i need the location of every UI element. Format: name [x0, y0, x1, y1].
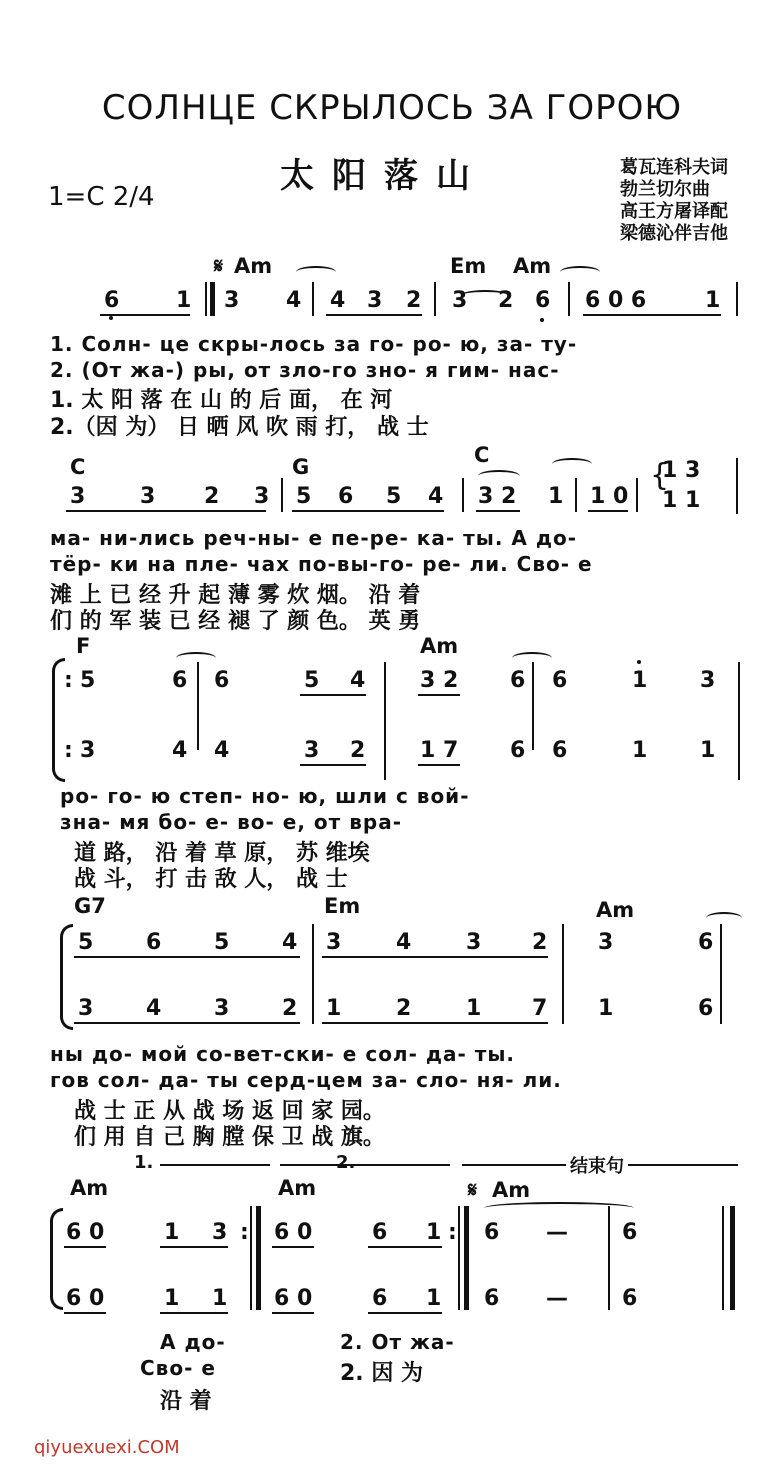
final-bar-thick: [730, 1206, 735, 1310]
note: 5: [386, 484, 402, 509]
note: 6 0 6: [585, 288, 647, 313]
note: 3: [212, 1220, 228, 1245]
barline: [312, 282, 314, 316]
barline: [738, 662, 740, 780]
note: 6: [172, 668, 188, 693]
volta-bracket: [280, 1164, 450, 1166]
key-signature: 1=C 2/4: [48, 182, 155, 212]
note: 3: [367, 288, 383, 313]
note: 3: [80, 738, 96, 763]
volta-bracket: [160, 1164, 270, 1166]
note: 6: [484, 1220, 500, 1245]
repeat-colon: :: [240, 1220, 249, 1245]
note: 6: [622, 1286, 638, 1311]
note: 1: [164, 1220, 180, 1245]
lyric-russian: зна- мя бо- е- во- е, от вра-: [60, 810, 402, 834]
lyric-russian: ны до- мой со-вет-ски- е сол- да- ты.: [50, 1042, 516, 1066]
repeat-colon: :: [64, 738, 73, 763]
note: 3: [254, 484, 270, 509]
note: —: [546, 1286, 568, 1311]
lyric-russian: 1. Солн- це скры-лось за го- ро- ю, за- ту-: [50, 332, 578, 356]
barline: [736, 282, 738, 316]
underline: [322, 956, 548, 958]
note: 2: [498, 288, 514, 313]
note: 1 1: [662, 488, 701, 513]
underline: [272, 1246, 314, 1248]
note: 1: [598, 996, 614, 1021]
title-chinese: 太阳落山: [280, 156, 488, 196]
chord: Am: [420, 634, 459, 658]
lyric-russian: гов сол- да- ты серд-цем за- сло- ня- ли.: [50, 1068, 562, 1092]
underline: [476, 510, 520, 512]
tie: [560, 266, 600, 278]
volta-2-label: 2.: [336, 1152, 356, 1173]
lyric-chinese: 沿 着: [160, 1389, 212, 1414]
underline: [64, 1312, 106, 1314]
upper-octave-dot: [637, 660, 641, 664]
lyric-russian: 2. От жа-: [340, 1330, 455, 1354]
lyric-russian: ма- ни-лись реч-ны- е пе-ре- ка- ты. А до-: [50, 526, 578, 550]
volta-1-label: 1.: [134, 1152, 154, 1173]
note: 6 0: [274, 1220, 313, 1245]
note: 1: [705, 288, 721, 313]
repeat-start-bar: [210, 282, 215, 316]
note: 2: [282, 996, 298, 1021]
credit-guitar: 梁德沁伴吉他: [620, 223, 728, 244]
underline: [588, 510, 628, 512]
underline: [300, 764, 366, 766]
note: 6: [146, 930, 162, 955]
note: 6: [372, 1220, 388, 1245]
note: 3: [70, 484, 86, 509]
note: 1: [700, 738, 716, 763]
note: 1: [176, 288, 192, 313]
tie: [478, 470, 520, 482]
chord: Am: [492, 1178, 531, 1202]
note: 3: [214, 996, 230, 1021]
barline: [384, 662, 386, 780]
note: 4: [350, 668, 366, 693]
credit-lyrics: 葛瓦连科夫词: [620, 157, 728, 178]
barline: [434, 282, 436, 316]
credit-translation: 高王方屠译配: [620, 201, 728, 222]
system-brace: [50, 1208, 63, 1310]
tie: [296, 266, 336, 278]
tie: [484, 1202, 634, 1214]
underline: [292, 510, 444, 512]
note: 6: [214, 668, 230, 693]
lyric-russian: А до-: [160, 1330, 226, 1354]
lyric-russian: ро- го- ю степ- но- ю, шли с вой-: [60, 784, 470, 808]
chord: F: [76, 634, 91, 658]
note: —: [546, 1220, 568, 1245]
note: 1: [466, 996, 482, 1021]
underline: [322, 1022, 548, 1024]
underline: [300, 694, 366, 696]
lyric-russian: Сво- е: [140, 1356, 216, 1380]
underline: [66, 510, 266, 512]
underline: [418, 694, 460, 696]
note: 3 2: [478, 484, 517, 509]
barline: [568, 282, 570, 316]
note: 4: [282, 930, 298, 955]
chord: G: [292, 455, 310, 479]
note: 4: [172, 738, 188, 763]
tie-line: [608, 1206, 610, 1310]
chord: Am: [596, 898, 635, 922]
note: 1: [632, 738, 648, 763]
note: 4: [286, 288, 302, 313]
barline: [281, 478, 283, 512]
note: 6: [338, 484, 354, 509]
barline: [250, 1206, 252, 1310]
system-brace: [60, 924, 73, 1030]
note: 3: [466, 930, 482, 955]
barline: [458, 1206, 460, 1310]
title-russian: СОЛНЦЕ СКРЫЛОСЬ ЗА ГОРОЮ: [101, 88, 683, 128]
chord: Em: [450, 254, 487, 278]
note: 1: [426, 1220, 442, 1245]
note: 1: [326, 996, 342, 1021]
note: 5: [296, 484, 312, 509]
note: 3: [452, 288, 468, 313]
note: 3 2: [420, 668, 459, 693]
note: 6: [552, 738, 568, 763]
lyric-chinese: 道 路， 沿 着 草 原， 苏 维埃: [74, 841, 370, 866]
note: 5: [304, 668, 320, 693]
lyric-chinese: 2.（因 为） 日 晒 风 吹 雨 打， 战 士: [50, 415, 429, 440]
lower-octave-dot: [540, 318, 544, 322]
barline: [720, 924, 722, 1024]
note: 3: [304, 738, 320, 763]
note: 2: [406, 288, 422, 313]
note: 1: [426, 1286, 442, 1311]
underline: [160, 1246, 228, 1248]
chord: Am: [278, 1176, 317, 1200]
note: 4: [428, 484, 444, 509]
chord: Am: [70, 1176, 109, 1200]
note: 6: [104, 288, 120, 313]
repeat-colon: :: [64, 668, 73, 693]
repeat-end-bar: [256, 1206, 261, 1310]
underline: [583, 314, 721, 316]
note: 1: [548, 484, 564, 509]
note: 4: [146, 996, 162, 1021]
brace-symbol: {: [650, 458, 670, 493]
barline: [462, 478, 464, 512]
underline: [418, 764, 460, 766]
chord: C: [474, 443, 490, 467]
note: 6: [698, 996, 714, 1021]
note: 1 3: [662, 458, 701, 483]
tie-line: [532, 662, 534, 750]
note: 1 7: [420, 738, 459, 763]
barline: [736, 458, 738, 514]
lyric-chinese: 1. 太 阳 落 在 山 的 后 面， 在 河: [50, 388, 393, 413]
note: 6: [510, 738, 526, 763]
underline: [368, 1246, 442, 1248]
repeat-colon: :: [448, 1220, 457, 1245]
final-bar: [722, 1206, 724, 1310]
lyric-chinese: 滩 上 已 经 升 起 薄 雾 炊 烟。 沿 着: [50, 583, 421, 608]
note: 6: [510, 668, 526, 693]
note: 6 0: [66, 1220, 105, 1245]
chord: G7: [74, 894, 106, 918]
tie-line: [197, 662, 199, 750]
barline: [562, 924, 564, 1024]
chord: Am: [234, 254, 273, 278]
credit-music: 勃兰切尔曲: [620, 179, 710, 200]
note: 6 0: [66, 1286, 105, 1311]
lyric-chinese: 们 的 军 装 已 经 褪 了 颜 色。 英 勇: [50, 609, 421, 634]
note: 4: [214, 738, 230, 763]
ending-label: 结束句: [566, 1152, 628, 1178]
note: 1: [164, 1286, 180, 1311]
underline: [74, 1022, 300, 1024]
barline: [636, 478, 638, 512]
segno-symbol: 𝄋: [214, 254, 224, 278]
note: 3: [326, 930, 342, 955]
lower-octave-dot: [109, 316, 113, 320]
note: 5: [78, 930, 94, 955]
barline: [312, 924, 314, 1024]
underline: [368, 1312, 442, 1314]
note: 3: [598, 930, 614, 955]
note: 6: [535, 288, 551, 313]
lyric-chinese: 战 斗， 打 击 敌 人， 战 士: [74, 867, 348, 892]
lyric-chinese: 们 用 自 己 胸 膛 保 卫 战 旗。: [74, 1125, 385, 1150]
lyric-russian: 2. (От жа-) ры, от зло-го зно- я гим- нас-: [50, 358, 560, 382]
lyric-chinese: 战 士 正 从 战 场 返 回 家 园。: [74, 1099, 385, 1124]
note: 5: [80, 668, 96, 693]
note: 3: [140, 484, 156, 509]
note: 6: [552, 668, 568, 693]
underline: [326, 314, 422, 316]
tie: [176, 652, 216, 664]
tie: [552, 458, 592, 470]
note: 7: [532, 996, 548, 1021]
note: 4: [396, 930, 412, 955]
note: 1 0: [590, 484, 629, 509]
chord: Em: [324, 894, 361, 918]
note: 6: [698, 930, 714, 955]
segno-symbol: 𝄋: [468, 1178, 478, 1202]
note: 5: [214, 930, 230, 955]
note: 2: [396, 996, 412, 1021]
note: 6: [372, 1286, 388, 1311]
underline: [272, 1312, 314, 1314]
note: 1: [632, 668, 648, 693]
note: 2: [532, 930, 548, 955]
lyric-russian: тёр- ки на пле- чах по-вы-го- ре- ли. Сво- е: [50, 552, 593, 576]
note: 6: [484, 1286, 500, 1311]
note: 6 0: [274, 1286, 313, 1311]
barline: [205, 282, 207, 316]
underline: [64, 1246, 106, 1248]
note: 3: [224, 288, 240, 313]
note: 2: [350, 738, 366, 763]
barline: [575, 478, 577, 512]
note: 3: [78, 996, 94, 1021]
note: 6: [622, 1220, 638, 1245]
underline: [100, 314, 190, 316]
note: 2: [204, 484, 220, 509]
underline: [160, 1312, 228, 1314]
note: 3: [700, 668, 716, 693]
tie: [706, 912, 742, 924]
underline: [74, 956, 300, 958]
watermark: qiyuexuexi.COM: [34, 1437, 180, 1458]
note: 1: [212, 1286, 228, 1311]
chord: Am: [513, 254, 552, 278]
chord: C: [70, 455, 86, 479]
repeat-end-bar: [464, 1206, 469, 1310]
lyric-chinese: 2. 因 为: [340, 1361, 423, 1386]
note: 4: [330, 288, 346, 313]
